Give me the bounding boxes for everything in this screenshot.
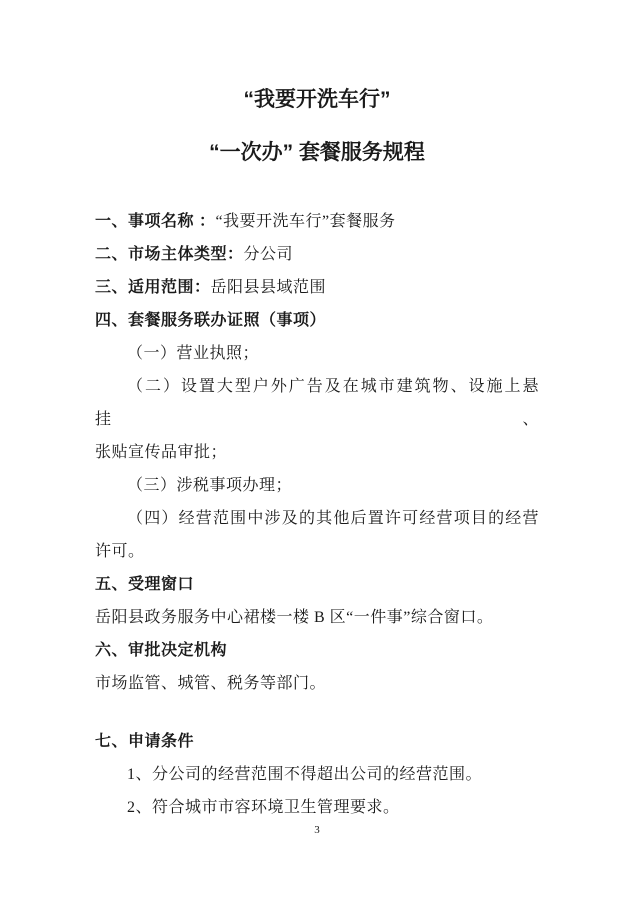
doc-line <box>95 535 539 568</box>
doc-line-label: 五、受理窗口 <box>95 576 195 593</box>
doc-line <box>95 634 539 667</box>
doc-line <box>95 238 539 271</box>
doc-line <box>95 502 539 535</box>
document-body <box>95 205 539 824</box>
doc-line <box>95 337 539 370</box>
page-number: 3 <box>314 824 320 836</box>
doc-line-text: 2、符合城市市容环境卫生管理要求。 <box>127 799 400 816</box>
doc-line-label: 七、申请条件 <box>95 733 195 750</box>
doc-line-label: 三、适用范围： <box>95 279 211 296</box>
doc-title-line2: “一次办” 套餐服务规程 <box>209 141 425 164</box>
doc-line-label: 一、事项名称 ： <box>95 213 216 230</box>
doc-line <box>95 601 539 634</box>
doc-line <box>95 725 539 758</box>
doc-line <box>95 667 539 700</box>
doc-line-text: （四）经营范围中涉及的其他后置许可经营项目的经营 <box>127 510 539 527</box>
doc-line-text: 分公司 <box>243 246 294 263</box>
doc-line-text: “我要开洗车行”套餐服务 <box>215 213 396 230</box>
doc-title-line1: “我要开洗车行” <box>243 88 391 111</box>
doc-line-label: 二、市场主体类型： <box>95 246 244 263</box>
doc-line-text: （三）涉税事项办理； <box>127 477 293 494</box>
doc-line-text: 岳阳县县域范围 <box>210 279 327 296</box>
doc-line-text: （二）设置大型户外广告及在城市建筑物、设施上悬挂、 <box>95 378 539 428</box>
doc-line <box>95 370 539 436</box>
doc-line <box>95 791 539 824</box>
doc-line <box>95 271 539 304</box>
doc-line-label: 四、套餐服务联办证照（事项） <box>95 312 327 329</box>
doc-line-text: 许可。 <box>95 543 145 560</box>
doc-line-text: 1、分公司的经营范围不得超出公司的经营范围。 <box>127 766 483 783</box>
doc-line-text: 张贴宣传品审批； <box>95 444 228 461</box>
doc-line <box>95 469 539 502</box>
doc-line-label: 六、审批决定机构 <box>95 642 228 659</box>
doc-line-text: （一）营业执照； <box>127 345 260 362</box>
doc-line <box>95 304 539 337</box>
doc-line-text: 市场监管、城管、税务等部门。 <box>95 675 327 692</box>
doc-line <box>95 436 539 469</box>
doc-line <box>95 205 539 238</box>
doc-line <box>95 758 539 791</box>
doc-line <box>95 568 539 601</box>
doc-line-text: 岳阳县政务服务中心裙楼一楼 B 区“一件事”综合窗口。 <box>95 609 494 626</box>
